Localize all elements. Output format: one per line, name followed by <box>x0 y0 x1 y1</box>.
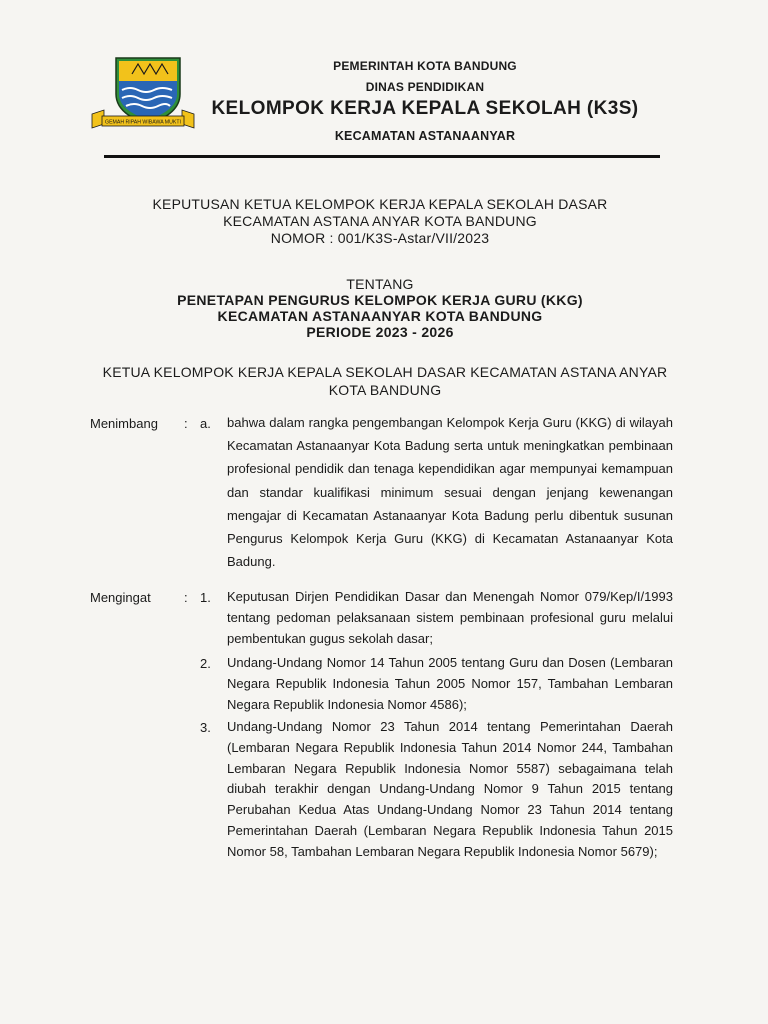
letterhead-district: KECAMATAN ASTANAANYAR <box>334 129 516 143</box>
menimbang-colon: : <box>184 416 188 431</box>
decree-preamble <box>80 363 690 399</box>
decree-title-line-2: KECAMATAN ASTANA ANYAR KOTA BANDUNG <box>223 213 537 229</box>
mengingat-item-1: Keputusan Dirjen Pendidikan Dasar dan Menengah Nomor 079/Kep/I/1993 tentang pedoman pelaksanaan sistem pembinaan profesional guru melalui pembentukan gugus sekolah dasar; <box>227 589 673 646</box>
letterhead-agency: DINAS PENDIDIKAN <box>365 80 485 94</box>
menimbang-marker-a: a. <box>200 416 211 431</box>
emblem-motto: GEMAH RIPAH WIBAWA MUKTI <box>105 119 181 126</box>
decree-subject-line-1: PENETAPAN PENGURUS KELOMPOK KERJA GURU (KKG) <box>177 292 583 308</box>
mengingat-marker-1: 1. <box>200 590 211 605</box>
preamble-line-2: KOTA BANDUNG <box>328 382 442 398</box>
mengingat-marker-3: 3. <box>200 720 211 735</box>
mengingat-item-3: Undang-Undang Nomor 23 Tahun 2014 tentang Pemerintahan Daerah (Lembaran Negara Republik Indonesia Tahun 2014 Nomor 244, Tambahan Lembaran Negara Republik Indonesia Nomor 5587) sebagaimana telah diubah terakhir dengan Undang-Undang Nomor 9 Tahun 2015 tentang Perubahan Kedua Atas Undang-Undang Nomor 23 Tahun 2014 tentang Pemerintahan Daerah (Lembaran Negara Republik Indonesia Tahun 2015 Nomor 58, Tambahan Lembaran Negara Republik Indonesia Nomor 5679); <box>227 719 673 859</box>
mengingat-label: Mengingat <box>90 590 151 605</box>
decree-title-line-1: KEPUTUSAN KETUA KELOMPOK KERJA KEPALA SEKOLAH DASAR <box>152 196 608 212</box>
mengingat-marker-2: 2. <box>200 656 211 671</box>
letterhead-government: PEMERINTAH KOTA BANDUNG <box>333 59 517 73</box>
preamble-line-1: KETUA KELOMPOK KERJA KEPALA SEKOLAH DASAR KECAMATAN ASTANA ANYAR <box>102 364 668 380</box>
decree-number: NOMOR : 001/K3S-Astar/VII/2023 <box>270 230 490 246</box>
menimbang-item-a: bahwa dalam rangka pengembangan Kelompok Kerja Guru (KKG) di wilayah Kecamatan Astanaanyar Kota Badung serta untuk meningkatkan pembinaan profesional pendidik dan tenaga kependidikan agar mempunyai kemampuan dan standar kualifikasi minimum sesuai dengan jenjang kewenangan mengajar di Kecamatan Astanaanyar Kota Badung perlu dibentuk susunan Pengurus Kelompok Kerja Guru (KKG) di Kecamatan Astanaanyar Kota Badung. <box>227 415 673 570</box>
mengingat-item-2: Undang-Undang Nomor 14 Tahun 2005 tentang Guru dan Dosen (Lembaran Negara Republik Indonesia Tahun 2005 Nomor 157, Tambahan Lembaran Negara Republik Indonesia Nomor 4586); <box>227 655 673 712</box>
decree-about: TENTANG <box>346 276 414 292</box>
menimbang-label: Menimbang <box>90 416 158 431</box>
decree-period: PERIODE 2023 - 2026 <box>306 324 454 340</box>
mengingat-colon: : <box>184 590 188 605</box>
decree-subject-line-2: KECAMATAN ASTANAANYAR KOTA BANDUNG <box>217 308 543 324</box>
letterhead-divider <box>104 155 660 158</box>
letterhead-title: KELOMPOK KERJA KEPALA SEKOLAH (K3S) <box>211 98 639 119</box>
